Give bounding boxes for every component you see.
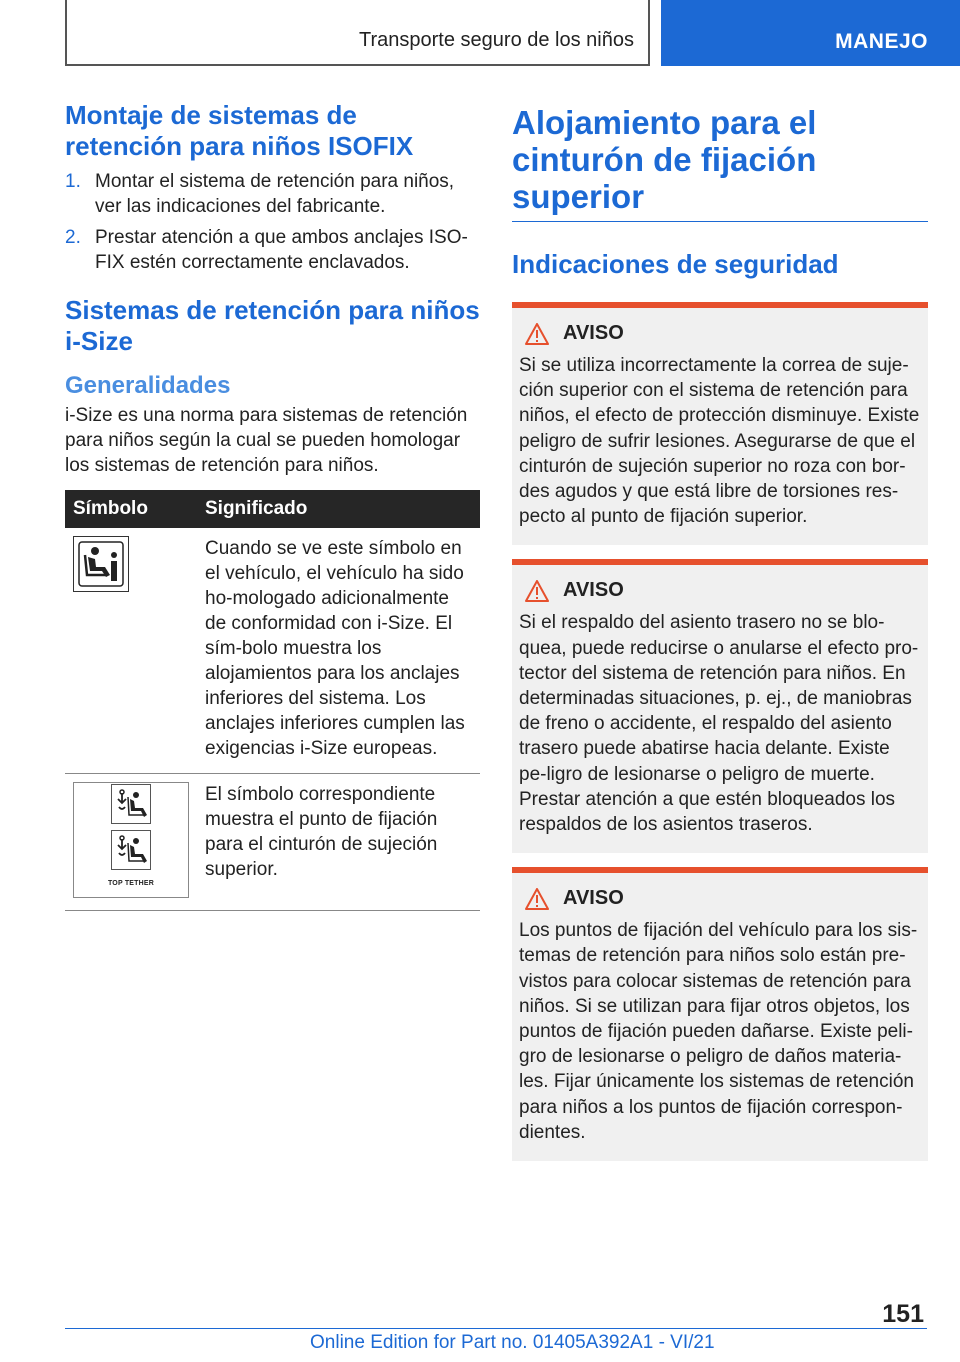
- row-meaning: Cuando se ve este símbolo en el vehículo, el vehículo ha sido ho-mologado adicionalmente de conformidad con i-Size. El sím-bolo muestra los alojamientos para los anclajes inferiores del sistema. Los anclajes inferiores cumplen las exigencias i-Size europeas.: [197, 528, 480, 774]
- table-header-row: [65, 490, 480, 528]
- step-text: Prestar atención a que ambos anclajes ISO-FIX estén correctamente enclavados.: [95, 227, 468, 273]
- anchor-seat-icon: [111, 830, 151, 870]
- warning-box: [512, 559, 928, 853]
- col-symbol-header: Símbolo: [65, 490, 197, 528]
- warning-label: AVISO: [563, 887, 624, 910]
- top-tether-label: TOP TETHER: [107, 880, 155, 887]
- header-chapter-tab: [661, 0, 960, 66]
- child-seat-isize-icon: [73, 536, 129, 592]
- symbol-table: [65, 490, 480, 911]
- warning-box: [512, 302, 928, 545]
- heading-rule: [512, 221, 928, 222]
- list-item: [65, 169, 480, 219]
- warning-text: Si el respaldo del asiento trasero no se blo-quea, puede reducirse o anularse el efecto pro-tector del sistema de retención para niños. En determinadas situaciones, p. ej., de maniobras de freno o accidente, el respaldo del asiento trasero puede abatirse hacia delante. Existe pe-ligro de lesionarse o peligro de muerte. Prestar atención a que estén bloqueados los respaldos de los asientos traseros.: [519, 612, 919, 836]
- warning-label: AVISO: [563, 579, 624, 602]
- isofix-heading: Montaje de sistemas de retención para niños ISOFIX: [65, 100, 414, 161]
- top-tether-icon: [73, 782, 189, 898]
- footer-rule: [65, 1328, 927, 1329]
- general-paragraph: i-Size es una norma para sistemas de retención para niños según la cual se pueden homologar los sistemas de retención para niños.: [65, 405, 468, 476]
- left-column: [65, 100, 480, 911]
- warning-triangle-icon: [525, 888, 549, 910]
- table-row: [65, 774, 480, 911]
- warning-triangle-icon: [525, 323, 549, 345]
- step-number: 2.: [65, 227, 81, 248]
- tether-heading: Alojamiento para el cinturón de fijación superior: [512, 104, 817, 215]
- warning-triangle-icon: [525, 580, 549, 602]
- row-meaning: El símbolo correspondiente muestra el punto de fijación para el cinturón de sujeción superior.: [197, 774, 480, 911]
- header-section-tab: [65, 0, 650, 66]
- right-column: [512, 104, 928, 1161]
- anchor-seat-icon: [111, 784, 151, 824]
- step-text: Montar el sistema de retención para niños, ver las indicaciones del fabricante.: [95, 171, 455, 217]
- warning-text: Los puntos de fijación del vehículo para los sis-temas de retención para niños solo están pre-vistos para colocar sistemas de retención para niños. Si se utilizan para fijar otros objetos, los puntos de fijación pueden dañarse. Existe peli-gro de lesionarse o peligro de daños materia-les. Fijar únicamente los sistemas de retención para niños a los puntos de fijación correspon-dientes.: [519, 920, 918, 1143]
- isofix-steps: [65, 169, 480, 275]
- list-item: [65, 225, 480, 275]
- safety-heading: Indicaciones de seguridad: [512, 249, 839, 279]
- warning-text: Si se utiliza incorrectamente la correa de suje-ción superior con el sistema de retención para niños, el efecto de protección disminuye. Existe peligro de sufrir lesiones. Asegurarse de que el cinturón de sujeción superior no roza con bor-des agudos y que está libre de torsiones res-pecto al punto de fijación superior.: [519, 355, 920, 528]
- header-section-title: Transporte seguro de los niños: [359, 29, 634, 51]
- col-meaning-header: Significado: [197, 490, 480, 528]
- general-heading: Generalidades: [65, 372, 231, 399]
- isize-heading: Sistemas de retención para niños i-Size: [65, 295, 480, 356]
- warning-box: [512, 867, 928, 1161]
- step-number: 1.: [65, 171, 81, 192]
- table-row: [65, 528, 480, 774]
- footer-edition: Online Edition for Part no. 01405A392A1 - VI/21: [310, 1332, 715, 1353]
- page-number: 151: [882, 1300, 924, 1328]
- header-chapter-title: MANEJO: [835, 30, 928, 53]
- warning-label: AVISO: [563, 322, 624, 344]
